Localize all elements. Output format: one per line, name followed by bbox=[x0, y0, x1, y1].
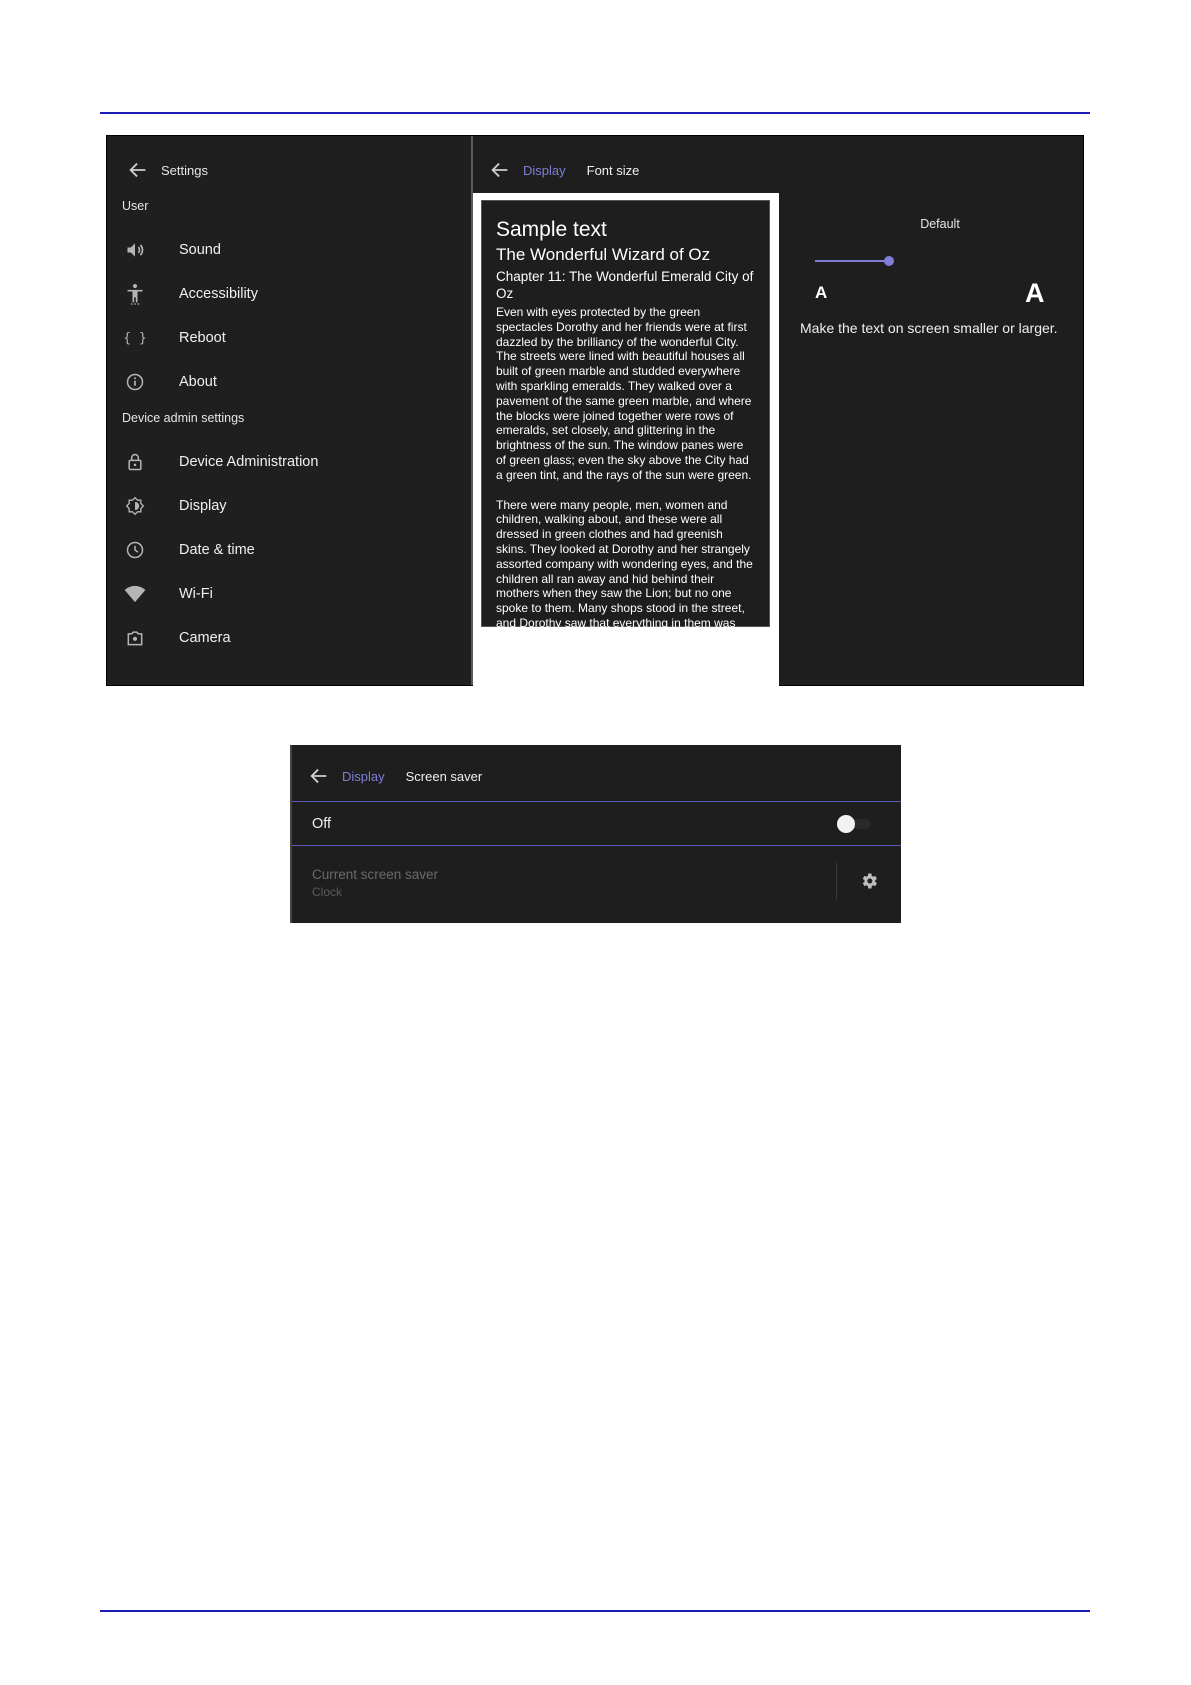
sidebar-item-label: Reboot bbox=[179, 330, 226, 346]
switch-knob bbox=[837, 815, 855, 833]
sidebar-item-accessibility[interactable] bbox=[123, 276, 453, 312]
slider-track bbox=[815, 260, 887, 262]
divider bbox=[836, 863, 837, 899]
breadcrumb-display[interactable]: Display bbox=[523, 162, 566, 178]
preview-title: The Wonderful Wizard of Oz bbox=[496, 245, 711, 264]
breadcrumb-current: Screen saver bbox=[405, 768, 483, 784]
section-label-user: User bbox=[122, 199, 149, 213]
sidebar-item-camera[interactable] bbox=[123, 620, 453, 656]
footer-rule bbox=[100, 1610, 1090, 1612]
preview-chapter: Chapter 11: The Wonderful Emerald City of Oz bbox=[496, 269, 754, 301]
sidebar-item-label: Device Administration bbox=[179, 454, 319, 470]
smaller-font-icon[interactable]: A bbox=[815, 283, 828, 302]
font-size-controls bbox=[779, 193, 1083, 493]
current-screen-saver-label: Current screen saver bbox=[312, 867, 439, 882]
header-rule bbox=[100, 112, 1090, 114]
slider-thumb[interactable] bbox=[884, 256, 894, 266]
wifi-icon bbox=[123, 582, 147, 606]
preview-heading: Sample text bbox=[496, 218, 607, 241]
breadcrumb-display[interactable]: Display bbox=[342, 768, 385, 784]
screen-saver-state-label: Off bbox=[312, 815, 332, 832]
sidebar-item-device-administration[interactable] bbox=[123, 444, 453, 480]
sidebar-item-wifi[interactable] bbox=[123, 576, 453, 612]
screen-saver-topbar bbox=[308, 762, 482, 790]
arrow-left-icon[interactable] bbox=[489, 159, 511, 181]
arrow-left-icon[interactable] bbox=[127, 159, 149, 181]
screen-saver-screenshot bbox=[290, 745, 901, 923]
sidebar-item-label: Date & time bbox=[179, 542, 255, 558]
breadcrumb-current: Font size bbox=[586, 162, 640, 178]
settings-font-size-screenshot bbox=[106, 135, 1084, 686]
info-icon bbox=[123, 370, 147, 394]
font-size-slider[interactable] bbox=[815, 253, 893, 269]
preview-paragraph: Even with eyes protected by the green spectacles Dorothy and her friends were at first dazzled by the brilliancy of the wonderful City. The streets were lined with beautiful houses all built of green marble and studded everywhere with sparkling emeralds. They walked over a pavement of the same green marble, and where the blocks were joined together were rows of emeralds, set closely, and glittering in the brightness of the sun. The window panes were of green glass; even the sky above the City had a green tint, and the rays of the sun were green. bbox=[496, 305, 752, 482]
font-preview bbox=[481, 200, 770, 645]
brightness-icon bbox=[123, 494, 147, 518]
settings-title: Settings bbox=[161, 162, 208, 178]
camera-icon bbox=[123, 626, 147, 650]
screen-saver-toggle-row[interactable] bbox=[292, 801, 901, 846]
sidebar-item-label: Sound bbox=[179, 242, 221, 258]
arrow-left-icon[interactable] bbox=[308, 765, 330, 787]
screen-saver-switch[interactable] bbox=[837, 815, 871, 833]
sidebar-item-date-time[interactable] bbox=[123, 532, 453, 568]
sidebar-item-reboot[interactable] bbox=[123, 320, 453, 356]
font-preview-frame bbox=[473, 193, 779, 687]
sidebar-item-sound[interactable] bbox=[123, 232, 453, 268]
font-size-topbar bbox=[489, 156, 639, 184]
sidebar-item-about[interactable] bbox=[123, 364, 453, 400]
preview-body bbox=[496, 305, 755, 646]
current-screen-saver-value: Clock bbox=[312, 885, 343, 899]
font-size-description: Make the text on screen smaller or larger. bbox=[800, 320, 1058, 336]
settings-topbar bbox=[127, 156, 208, 184]
sidebar-item-label: Wi-Fi bbox=[179, 586, 213, 602]
sidebar-item-label: About bbox=[179, 374, 217, 390]
sidebar-item-label: Camera bbox=[179, 630, 231, 646]
accessibility-icon bbox=[123, 282, 147, 306]
sidebar-item-label: Display bbox=[179, 498, 227, 514]
section-label-device-admin: Device admin settings bbox=[122, 411, 245, 425]
lock-icon bbox=[123, 450, 147, 474]
sidebar-item-display[interactable] bbox=[123, 488, 453, 524]
speaker-icon bbox=[123, 238, 147, 262]
sidebar-item-label: Accessibility bbox=[179, 286, 258, 302]
gear-icon[interactable] bbox=[859, 871, 879, 891]
braces-icon: { } bbox=[123, 330, 147, 346]
font-size-value-label: Default bbox=[920, 217, 960, 231]
settings-sidebar bbox=[107, 136, 473, 685]
clock-icon bbox=[123, 538, 147, 562]
preview-paragraph: There were many people, men, women and children, walking about, and these were all dressed in green clothes and had greenish skins. They looked at Dorothy and her strangely assorted company with wondering eyes, and the children all ran away and hid behind their mothers when they saw the Lion; but no one spoke to them. Many shops stood in the street, and Dorothy saw that everything in them was green. bbox=[496, 497, 753, 645]
larger-font-icon[interactable]: A bbox=[1025, 278, 1045, 308]
font-size-pane bbox=[473, 136, 1083, 685]
